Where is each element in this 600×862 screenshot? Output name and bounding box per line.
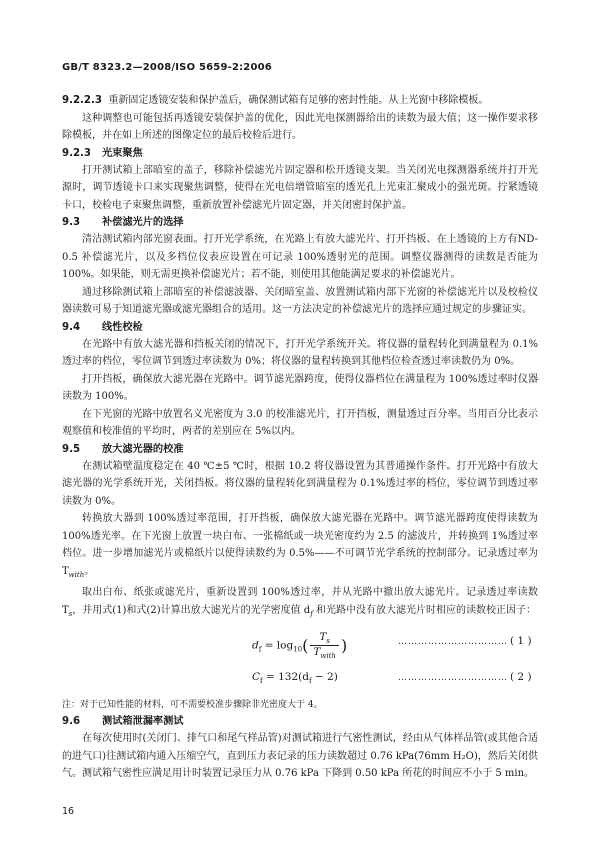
section-heading-9-2-3 [62,145,538,162]
section-title: 补偿滤光片的选择 [102,217,184,228]
var: T [313,646,321,659]
note: 注：对于已知性能的材料，可不需要校准步骤除非光密度大于 4。 [62,700,323,710]
paragraph [62,584,538,623]
subscript: f [258,645,262,654]
page-number: 16 [62,806,75,817]
subscript: f [310,609,313,618]
section-title: 线性校检 [102,321,143,333]
section-heading-9-3 [62,214,538,231]
paren-open: ( [302,636,309,656]
paragraph: 清洁测试箱内部光窗表面。打开光学系统，在光路上有放大滤光片、打开挡板、在上透镜的上方有ND-0.5 补偿滤光片，以及多档位仪表应设置在可记录 100%透射光的范围。调整仪器测得的读数是否能为 100%。如果能，则无需更换补偿滤光片；若不能，则使用其他能满足要求的补偿滤光片。 [62,234,538,280]
section-number: 9.2.2.3 [62,95,102,106]
paragraph: 在每次使用时(关闭门、排气口和尾气样品管)对测试箱进行气密性测试，经由从气体样品管(或其他合适的进气口)往测试箱内通入压缩空气，直到压力表记录的压力读数超过 0.76 kPa(76mm H₂O)，然后关闭供气。测试箱气密性应满足用计时装置记录压力从 0.76 kPa 下降到 0.50 kPa 所花的时间应不小于 5 min。 [62,733,538,779]
text-run: 转换放大器到 100%透过率范围，打开挡板，确保放大滤光器在光路中。调节滤光器跨度使得读数为 100%透光率。在下光窗上放置一块白布、一张棉纸或一块光密度约为 2.5 的滤波片，并转换到 1%透过率档位。进一步增加滤光片或棉纸片以使得读数约为 0.5%——不可调节光学系统的控制部分。记录透过率为 T [62,513,538,577]
subscript: with [320,652,336,661]
formula-op: − 2) [311,671,338,683]
text-run: 和光路中没有放大滤光片时相应的读数校正因子： [312,604,536,616]
formula-op: = 132(d [262,671,309,683]
formula-1 [62,623,538,663]
subscript: s [326,637,330,646]
paragraph: 在测试箱壁温度稳定在 40 ℃±5 ℃时，根据 10.2 将仪器设置为其普通操作条件。打开光路中有放大滤光器的光学系统开光，关闭挡板。将仪器的量程转化到满量程为 0.1%透过率的档位，零位调节到透过率读数为 0%。 [62,460,538,507]
formula-var: d [252,639,259,652]
formula-2 [62,663,538,697]
equation-number: ( 1 ) [510,635,532,647]
leader-dots: …………………………… [398,637,508,647]
fraction [310,631,339,660]
paragraph: 打开挡板，确保放大滤光器在光路中。调节滤光器跨度，使得仪器档位在满量程为 100%透过率时仪器读数为 100%。 [62,373,538,402]
paragraph [62,510,538,584]
formula-op: = log [261,639,294,652]
section-title: 光束聚焦 [102,147,143,159]
subscript: with [68,570,85,579]
equation-number: ( 2 ) [510,671,532,683]
section-9-2-2-3 [62,92,538,110]
standard-header: GB/T 8323.2—2008/ISO 5659-2:2006 [62,62,272,73]
formula-expression [252,671,338,685]
paragraph: 打开测试箱上部暗室的盖子，移除补偿滤光片固定器和松开透镜支架。当关闭光电探测器系统并打开光源时，调节透镜卡口来实现聚焦调整，使得在光电倍增管暗室的透光孔上光束汇聚成小的强光斑。拧紧透镜卡口，校检电子束聚焦调整，重新放置补偿滤光片固定器，并关闭密封保护盖。 [62,164,538,211]
section-number: 9.3 [62,217,81,228]
section-title: 放大滤光器的校准 [102,443,184,455]
text-run: ，并用式(1)和式(2)计算出放大滤光片的光学密度值 d [72,604,311,616]
subscript: s [68,609,73,618]
numerator [310,631,339,646]
section-number: 9.6 [62,716,81,727]
formula-var: C [252,671,261,683]
subscript: f [260,677,263,686]
section-heading-9-5 [62,441,538,458]
var: T [319,631,327,643]
paragraph: 在下光窗的光路中放置名义光密度为 3.0 的校准滤光片，打开挡板，测量透过百分率。当用百分比表示观察值和校准值的平均时，两者的差别应在 5%以内。 [62,408,538,437]
text-run: 取出白布、纸张或滤光片，重新设置到 100%透过率，并从光路中撤出放大滤光片。记录透过率读数 T [62,587,538,616]
paragraph: 在光路中有放大滤光器和挡板关闭的情况下，打开光学系统开关。将仪器的量程转化到满量程为 0.1%透过率的档位，零位调节到透过率读数为 0%；将仪器的量程转换到其他档位检查透过率读数仍为 0%。 [62,338,538,367]
paragraph: 通过移除测试箱上部暗室的补偿滤波器、关闭暗室盖、放置测试箱内部下光窗的补偿滤光片以及校检仪器读数可易于知道滤光器或滤光器组合的适用。这一方法决定的补偿滤光片的选择应通过规定的步骤证实。 [62,286,538,315]
paragraph: 这种调整也可能包括再透镜安装保护盖的优化，因此光电探测器给出的读数为最大值；这一操作要求移除模板，并在如上所述的图像定位的最后校检后进行。 [62,112,538,141]
page-content [62,92,538,783]
section-number: 9.4 [62,321,81,333]
leader-dots: …………………………… [398,673,508,683]
section-title: 测试箱泄漏率测试 [102,716,184,727]
subscript: 10 [293,645,303,654]
formula-expression [252,631,347,660]
section-number: 9.2.3 [62,147,92,159]
section-number: 9.5 [62,443,81,455]
section-text: 重新固定透镜安装和保护盖后，确保测试箱有足够的密封性能。从上光窗中移除模板。 [108,95,489,106]
section-heading-9-6 [62,713,538,730]
section-heading-9-4 [62,319,538,336]
paren-close: ) [340,636,348,656]
denominator [310,646,339,660]
text-run: 。 [84,565,95,577]
subscript: f [308,677,312,686]
